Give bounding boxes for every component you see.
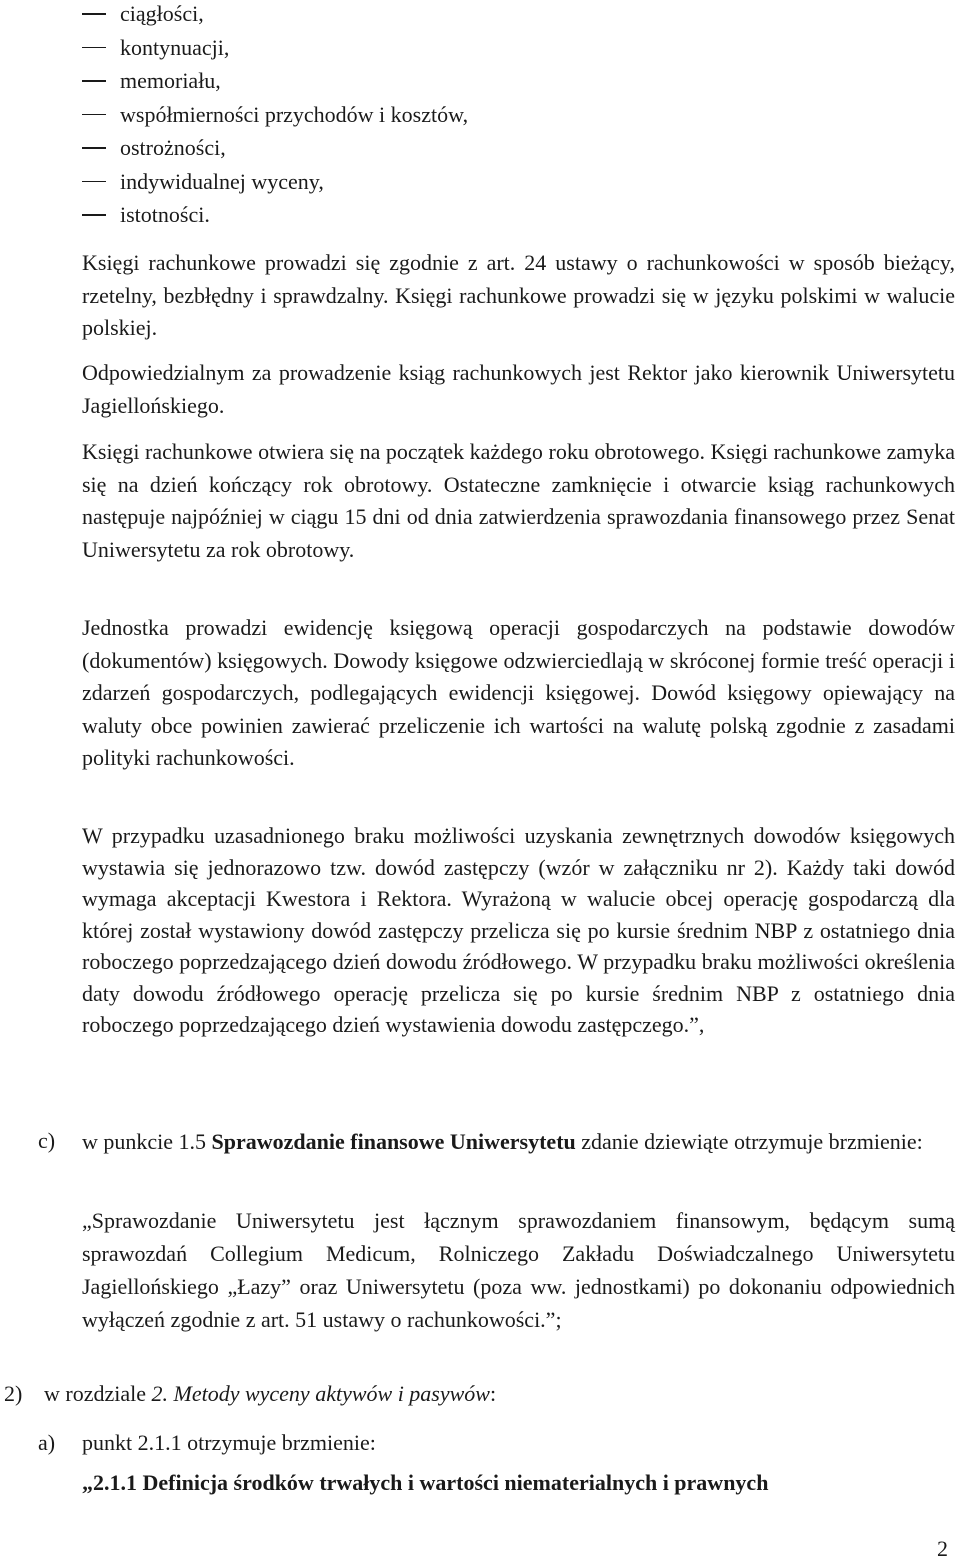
paragraph-substitute: W przypadku uzasadnionego braku możliwości uzyskania zewnętrznych dowodów księgowych wystawia się jednorazowo tzw. dowód zastępczy (wzór w załączniku nr 2). Każdy taki dowód wymaga akceptacji Kwestora i Rektora. Wyrażoną w walucie obcej operację gospodarczą dla której został wystawiony dowód zastępczy przelicza się po kursie średnim NBP z ostatniego dnia roboczego poprzedzającego dzień dowodu źródłowego. W przypadku braku możliwości określenia daty dowodu źródłowego operację przelicza się po kursie średnim NBP z ostatniego dnia roboczego poprzedzającego dzień wystawienia dowodu zastępczego.”, <box>82 823 955 1037</box>
list-item-text: indywidualnej wyceny, <box>120 168 324 194</box>
list-item <box>82 134 468 168</box>
item-2-after: : <box>489 1381 497 1406</box>
page-number: 2 <box>937 1536 948 1561</box>
principles-list <box>82 0 468 235</box>
item-a-text: punkt 2.1.1 otrzymuje brzmienie: <box>82 1430 376 1455</box>
list-item <box>82 201 468 235</box>
list-item-text: istotności. <box>120 202 210 227</box>
item-c-bold: Sprawozdanie finansowe Uniwersytetu <box>211 1129 576 1154</box>
list-item-text: ciągłości, <box>120 1 204 26</box>
dash-bullet <box>82 147 106 149</box>
list-item-text: współmierności przychodów i kosztów, <box>120 101 469 127</box>
dash-bullet <box>82 13 106 15</box>
item-2-italic: 2. Metody wyceny aktywów i pasywów <box>151 1381 490 1406</box>
list-item <box>82 34 468 68</box>
paragraph-documents: Jednostka prowadzi ewidencję księgową operacji gospodarczych na podstawie dowodów (dokumentów) księgowych. Dowody księgowe odzwierciedlają w skróconej formie treść operacji i zdarzeń gospodarczych, podlegających ewidencji księgowej. Dowód księgowy opiewający na waluty obce powinien zawierać przeliczenie ich wartości na walutę polską zgodnie z zasadami polityki rachunkowości. <box>82 615 955 770</box>
item-2-before: w rozdziale <box>44 1381 152 1406</box>
item-c-quote: „Sprawozdanie Uniwersytetu jest łącznym sprawozdaniem finansowym, będącym sumą sprawozdań Collegium Medicum, Rolniczego Zakładu Doświadczalnego Uniwersytetu Jagiellońskiego „Łazy” oraz Uniwersytetu (poza ww. jednostkami) po dokonaniu odpowiednich wyłączeń zgodnie z art. 51 ustawy o rachunkowości.”; <box>82 1208 955 1332</box>
dash-bullet <box>82 114 106 116</box>
item-c-marker: c) <box>38 1128 56 1153</box>
item-c-before: w punkcie 1.5 <box>82 1129 212 1154</box>
item-a-marker: a) <box>38 1430 56 1455</box>
list-item <box>82 101 468 135</box>
dash-bullet <box>82 47 106 49</box>
item-2-text <box>44 1378 496 1410</box>
list-item-text: memoriału, <box>120 68 221 93</box>
item-c-text <box>82 1125 955 1158</box>
section-heading: „2.1.1 Definicja środków trwałych i wartości niematerialnych i prawnych <box>82 1470 769 1495</box>
list-item <box>82 0 468 34</box>
list-item <box>82 168 468 202</box>
paragraph-books-kept: Księgi rachunkowe prowadzi się zgodnie z art. 24 ustawy o rachunkowości w sposób bieżący, rzetelny, bezbłędny i sprawdzalny. Księgi rachunkowe prowadzi się w języku polskimi w walucie polskiej. <box>82 250 955 340</box>
item-c-after: zdanie dziewiąte otrzymuje brzmienie: <box>575 1129 923 1154</box>
paragraph-responsible: Odpowiedzialnym za prowadzenie ksiąg rachunkowych jest Rektor jako kierownik Uniwersytetu Jagiellońskiego. <box>82 360 955 418</box>
list-item-text: ostrożności, <box>120 135 226 160</box>
paragraph-opening-closing: Księgi rachunkowe otwiera się na początek każdego roku obrotowego. Księgi rachunkowe zamyka się na dzień kończący rok obrotowy. Ostateczne zamknięcie i otwarcie ksiąg rachunkowych następuje najpóźniej w ciągu 15 dni od dnia zatwierdzenia sprawozdania finansowego przez Senat Uniwersytetu za rok obrotowy. <box>82 439 955 562</box>
dash-bullet <box>82 80 106 82</box>
dash-bullet <box>82 181 106 183</box>
list-item-text: kontynuacji, <box>120 34 230 60</box>
dash-bullet <box>82 214 106 216</box>
item-2-marker: 2) <box>4 1381 23 1406</box>
list-item <box>82 67 468 101</box>
